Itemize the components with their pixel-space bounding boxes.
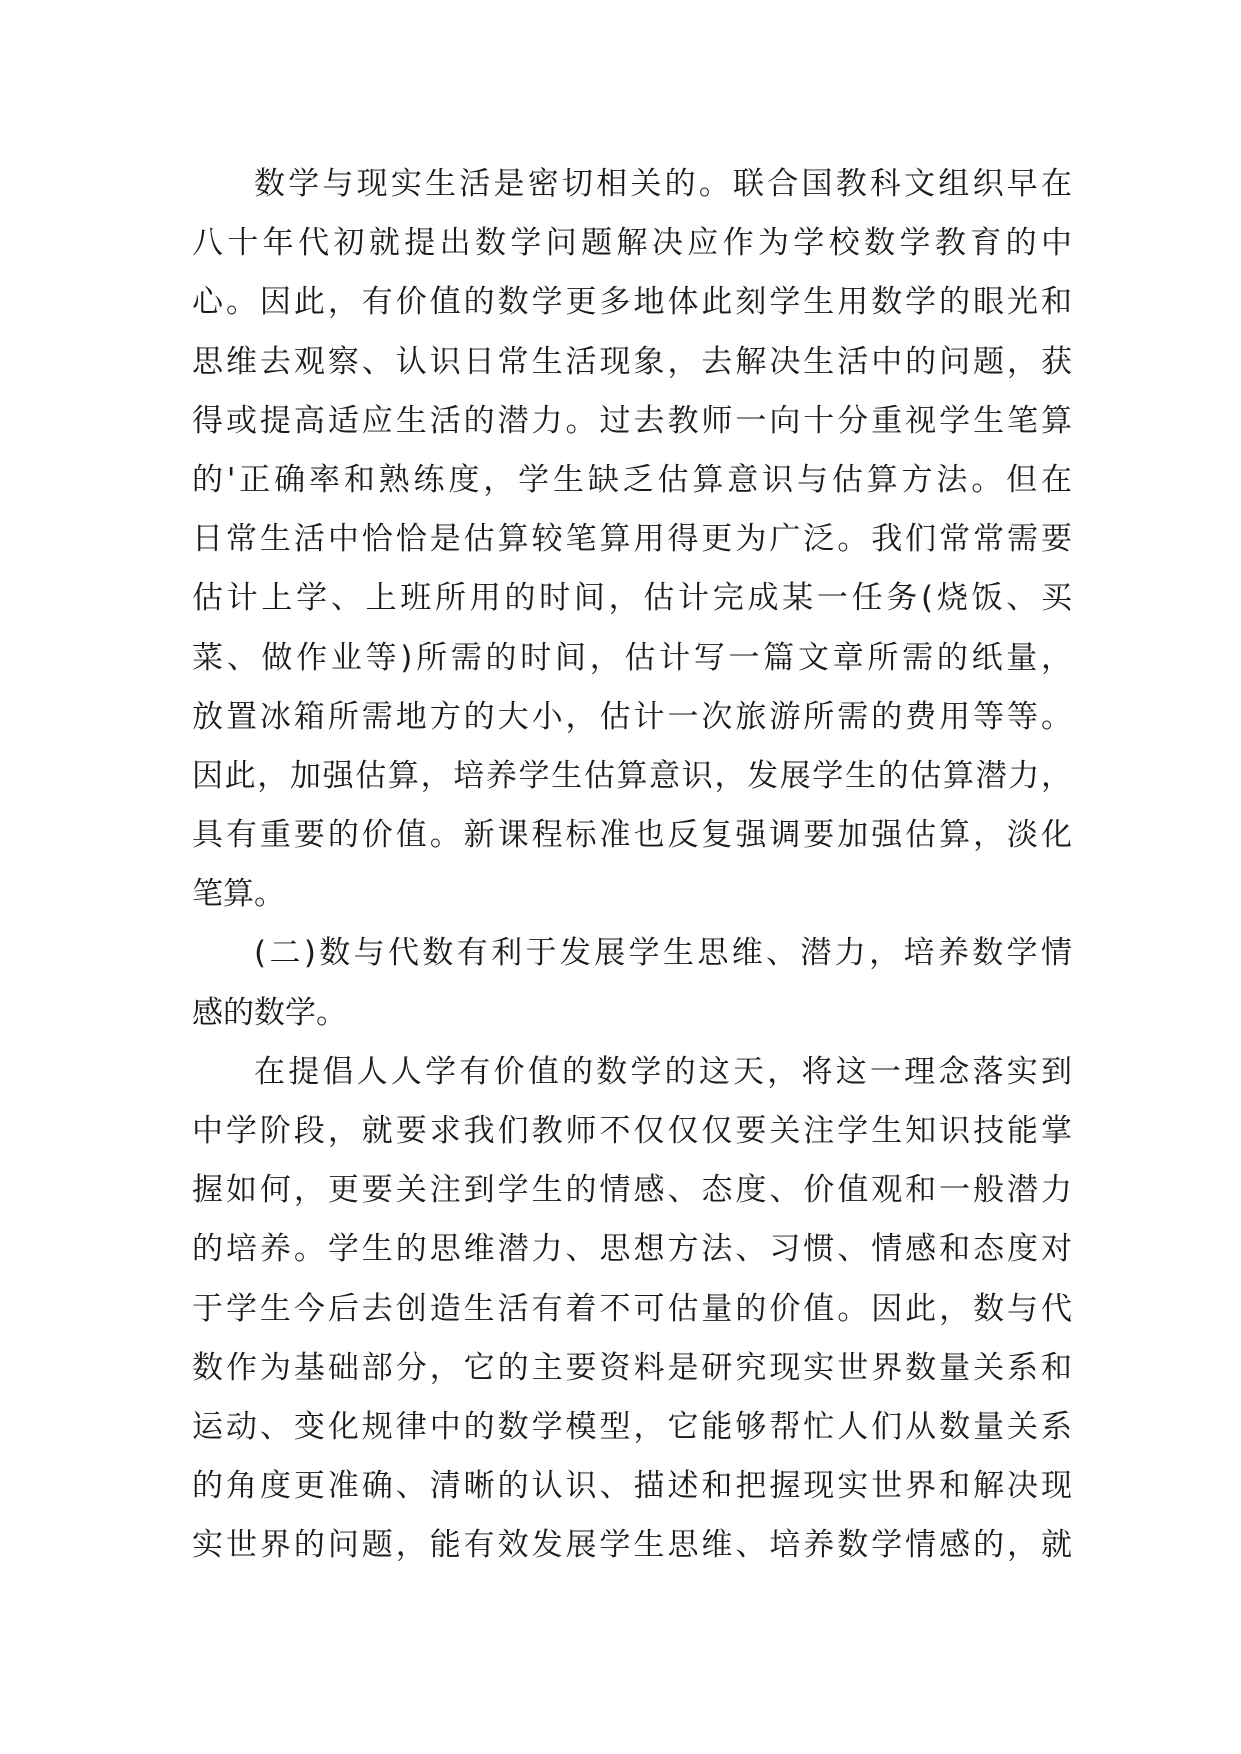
text-line: 具有重要的价值。新课程标准也反复强调要加强估算，淡化 xyxy=(192,817,1072,854)
text-line: 的'正确率和熟练度，学生缺乏估算意识与估算方法。但在 xyxy=(192,461,1072,498)
text-line: 于学生今后去创造生活有着不可估量的价值。因此，数与代 xyxy=(192,1290,1072,1327)
text-line: 心。因此，有价值的数学更多地体此刻学生用数学的眼光和 xyxy=(192,284,1072,321)
section-heading-line: (二)数与代数有利于发展学生思维、潜力，培养数学情 xyxy=(254,935,1072,972)
text-line: 中学阶段，就要求我们教师不仅仅仅要关注学生知识技能掌 xyxy=(192,1113,1072,1149)
text-line: 运动、变化规律中的数学模型，它能够帮忙人们从数量关系 xyxy=(192,1408,1072,1445)
text-line: 实世界的问题，能有效发展学生思维、培养数学情感的，就 xyxy=(192,1527,1072,1564)
text-line: 笔算。 xyxy=(192,876,285,913)
text-line: 数作为基础部分，它的主要资料是研究现实世界数量关系和 xyxy=(192,1349,1072,1386)
section-heading-line: 感的数学。 xyxy=(192,994,347,1031)
text-line: 的培养。学生的思维潜力、思想方法、习惯、情感和态度对 xyxy=(192,1231,1072,1268)
text-line: 的角度更准确、清晰的认识、描述和把握现实世界和解决现 xyxy=(192,1468,1072,1505)
text-line: 得或提高适应生活的潜力。过去教师一向十分重视学生笔算 xyxy=(192,402,1072,439)
text-line: 因此，加强估算，培养学生估算意识，发展学生的估算潜力， xyxy=(192,757,1072,794)
text-line: 握如何，更要关注到学生的情感、态度、价值观和一般潜力 xyxy=(192,1172,1072,1209)
body-text xyxy=(192,155,1072,1576)
text-line: 八十年代初就提出数学问题解决应作为学校数学教育的中 xyxy=(192,225,1072,262)
text-line: 在提倡人人学有价值的数学的这天，将这一理念落实到 xyxy=(254,1053,1072,1090)
text-line: 思维去观察、认识日常生活现象，去解决生活中的问题，获 xyxy=(192,343,1072,380)
text-line: 放置冰箱所需地方的大小，估计一次旅游所需的费用等等。 xyxy=(192,698,1072,735)
text-line: 估计上学、上班所用的时间，估计完成某一任务(烧饭、买 xyxy=(192,580,1072,617)
text-line: 日常生活中恰恰是估算较笔算用得更为广泛。我们常常需要 xyxy=(192,521,1072,558)
text-line: 菜、做作业等)所需的时间，估计写一篇文章所需的纸量， xyxy=(192,639,1072,676)
text-line: 数学与现实生活是密切相关的。联合国教科文组织早在 xyxy=(254,166,1072,202)
